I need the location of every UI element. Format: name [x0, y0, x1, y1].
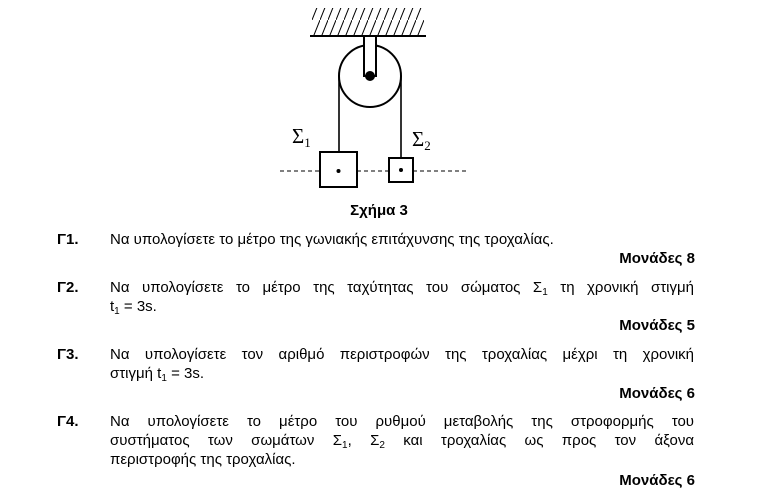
ceiling-hatching	[312, 8, 424, 36]
marks-g1: Μονάδες 8	[619, 250, 695, 267]
question-number: Γ1.	[57, 231, 79, 248]
question-number: Γ2.	[57, 279, 79, 296]
pulley-axle	[365, 71, 375, 81]
label-s1: Σ1	[292, 124, 311, 150]
pulley-figure	[0, 0, 758, 200]
marks-g3: Μονάδες 6	[619, 385, 695, 402]
question-number: Γ3.	[57, 346, 79, 363]
question-number: Γ4.	[57, 413, 79, 430]
marks-g2: Μονάδες 5	[619, 317, 695, 334]
figure-caption: Σχήμα 3	[350, 202, 408, 219]
body-s1-center	[337, 169, 341, 173]
question-text: Να υπολογίσετε το μέτρο της ταχύτητας του σώματος $\Sigma_1$ τη χρονική στιγμή $t_1 = 3s$.	[110, 279, 694, 317]
body-s2-center	[399, 168, 403, 172]
question-text: Να υπολογίσετε το μέτρο της γωνιακής επιτάχυνσης της τροχαλίας.	[110, 231, 554, 248]
question-text: Να υπολογίσετε τον αριθμό περιστροφών της τροχαλίας μέχρι τη χρονική στιγμή $t_1 = 3s$.	[110, 346, 694, 384]
pulley-support	[364, 36, 376, 76]
marks-g4: Μονάδες 6	[619, 472, 695, 489]
label-s2: Σ2	[412, 127, 431, 153]
question-text: Να υπολογίσετε το μέτρο του ρυθμού μεταβολής της στροφορμής του συστήματος των σωμάτων $\Sigma_1$, $\Sigma_2$ και τροχαλίας ως προς τον άξονα περιστροφής της τροχαλίας.	[110, 413, 694, 468]
